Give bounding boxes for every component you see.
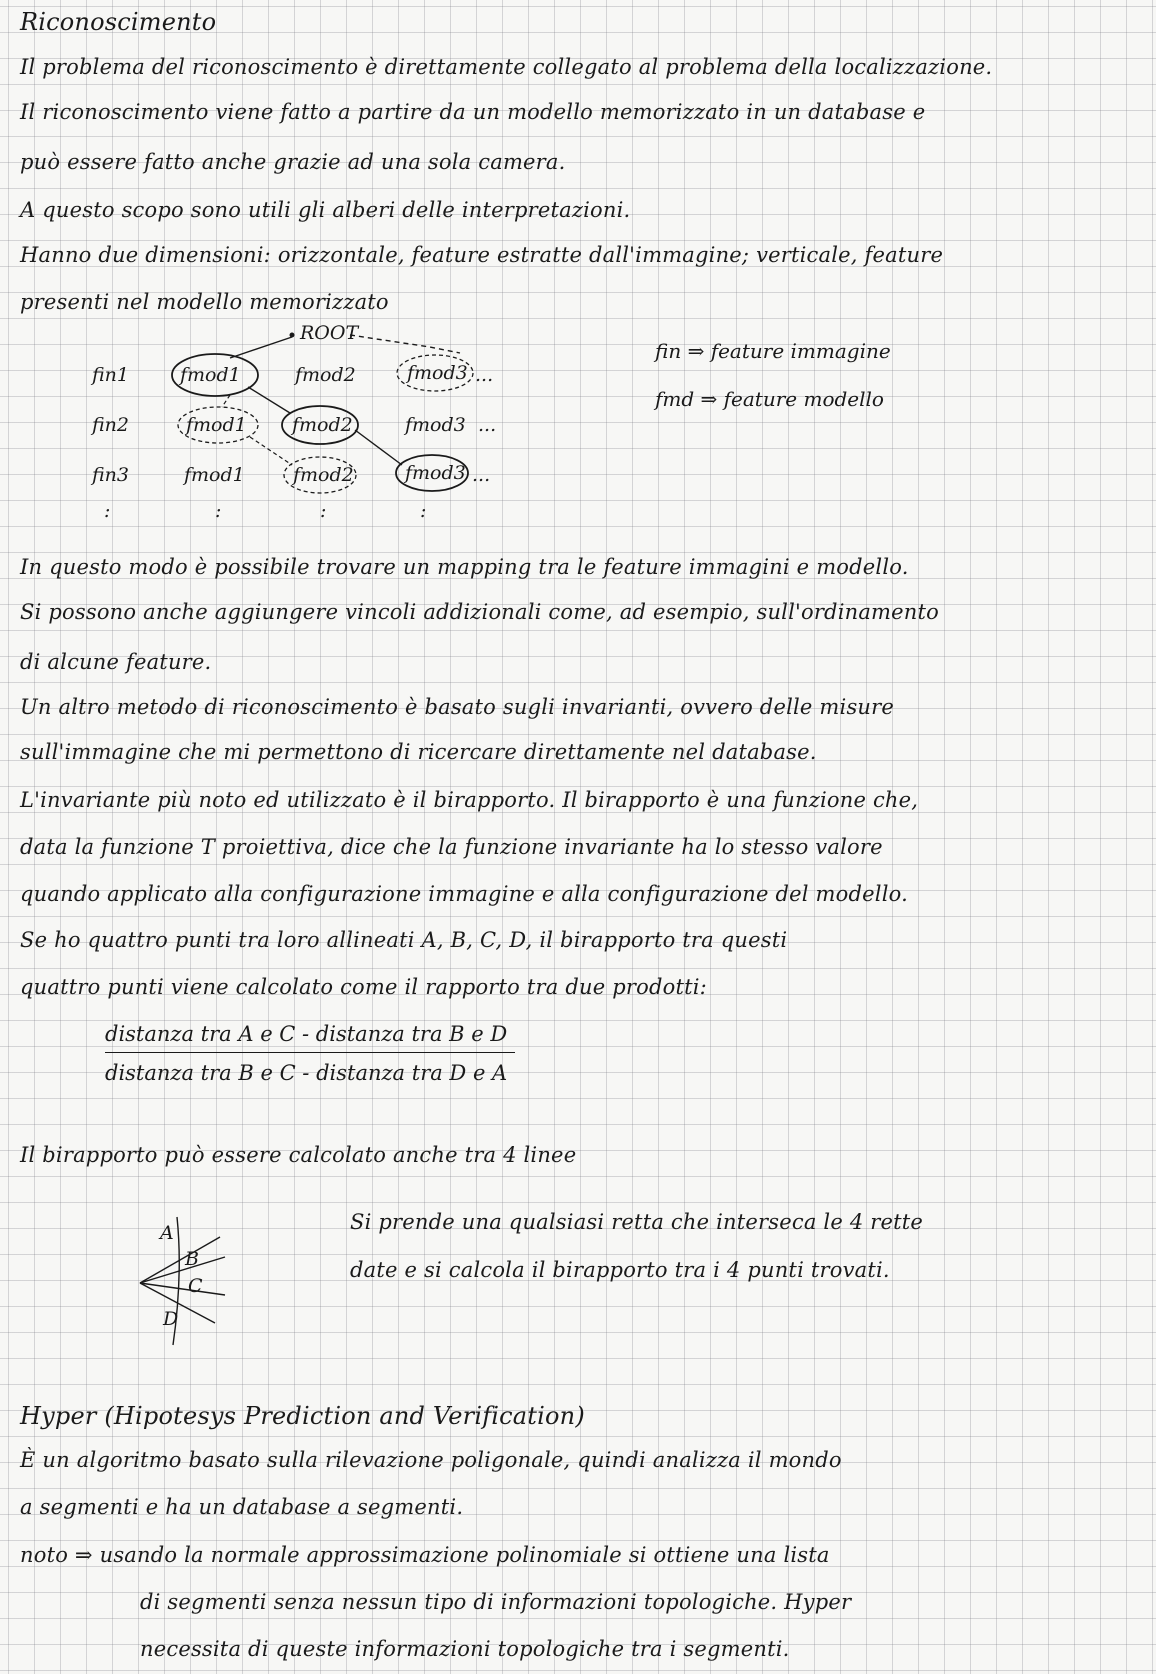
legend-fmd: fmd ⇒ feature modello (655, 387, 884, 411)
tree-edge (230, 337, 292, 358)
tree-edge (355, 430, 402, 465)
tree-dots: : (320, 500, 327, 522)
tree-node: fmod3 (407, 362, 468, 384)
tree-row-label: fin1 (92, 364, 129, 386)
lines-intro: Il birapporto può essere calcolato anche tra 4 linee (20, 1143, 577, 1167)
text-line: quando applicato alla configurazione immagine e alla configurazione del modello. (20, 882, 908, 906)
tree-row-label: fin2 (92, 414, 129, 436)
tree-node: ... (478, 414, 497, 436)
four-lines-figure (125, 1215, 235, 1359)
tree-node: fmod3 (405, 462, 466, 484)
cross-ratio-fraction (105, 1022, 515, 1085)
text-line: L'invariante più noto ed utilizzato è il birapporto. Il birapporto è una funzione che, (20, 788, 919, 812)
tree-edge-dashed (350, 335, 460, 353)
hyper-title: Hyper (Hipotesys Prediction and Verification) (20, 1402, 585, 1430)
text-line: Hanno due dimensioni: orizzontale, feature estratte dall'immagine; verticale, feature (20, 243, 944, 267)
pencil-line (140, 1283, 225, 1295)
tree-edge (248, 387, 290, 413)
text-line: presenti nel modello memorizzato (20, 290, 389, 314)
text-line: In questo modo è possibile trovare un mapping tra le feature immagini e modello. (20, 555, 909, 579)
text-line: A questo scopo sono utili gli alberi delle interpretazioni. (20, 198, 631, 222)
page-title: Riconoscimento (20, 8, 217, 36)
tree-node: fmod2 (292, 414, 353, 436)
tree-dots: : (215, 500, 222, 522)
text-line: Il riconoscimento viene fatto a partire da un modello memorizzato in un database e (20, 100, 926, 124)
tree-node: fmod3 (405, 414, 466, 436)
legend-fin: fin ⇒ feature immagine (655, 339, 891, 363)
point-label: B (185, 1248, 199, 1270)
pencil-line (140, 1257, 225, 1283)
tree-node: ... (472, 464, 491, 486)
text-line: noto ⇒ usando la normale approssimazione polinomiale si ottiene una lista (20, 1543, 830, 1567)
tree-root-label: ROOT (300, 322, 359, 344)
pencil-line (140, 1237, 220, 1283)
fraction-denominator: distanza tra B e C - distanza tra D e A (105, 1061, 508, 1085)
tree-dots: : (420, 500, 427, 522)
text-line: Il problema del riconoscimento è direttamente collegato al problema della localizzazione. (20, 55, 993, 79)
text-line: Si possono anche aggiungere vincoli addizionali come, ad esempio, sull'ordinamento (20, 600, 940, 624)
text-line: può essere fatto anche grazie ad una sola camera. (20, 150, 566, 174)
text-line: sull'immagine che mi permettono di ricercare direttamente nel database. (20, 740, 817, 764)
four-lines-drawing (125, 1215, 235, 1355)
root-dot (290, 333, 295, 338)
tree-dots: : (104, 500, 111, 522)
text-line: di segmenti senza nessun tipo di informazioni topologiche. Hyper (140, 1590, 852, 1614)
tree-row-label: fin3 (92, 464, 129, 486)
tree-node: fmod1 (180, 364, 241, 386)
text-line: Un altro metodo di riconoscimento è basato sugli invarianti, ovvero delle misure (20, 695, 895, 719)
point-label: C (188, 1275, 203, 1297)
fraction-numerator: distanza tra A e C - distanza tra B e D (105, 1022, 515, 1053)
text-line: a segmenti e ha un database a segmenti. (20, 1495, 464, 1519)
text-line: quattro punti viene calcolato come il rapporto tra due prodotti: (20, 975, 707, 999)
tree-edge-dashed (222, 395, 230, 407)
interpretation-tree-diagram (80, 315, 1100, 530)
text-line: Se ho quattro punti tra loro allineati A, B, C, D, il birapporto tra questi (20, 928, 788, 952)
tree-node: fmod2 (293, 464, 354, 486)
text-line: È un algoritmo basato sulla rilevazione poligonale, quindi analizza il mondo (20, 1448, 842, 1472)
point-label: D (163, 1308, 179, 1330)
tree-node: fmod1 (184, 464, 245, 486)
text-line: necessita di queste informazioni topologiche tra i segmenti. (140, 1637, 790, 1661)
tree-node: ... (475, 364, 494, 386)
point-label: A (160, 1222, 174, 1244)
tree-drawing (80, 315, 700, 530)
tree-edge-dashed (250, 437, 292, 465)
tree-node: fmod1 (186, 414, 247, 436)
tree-node: fmod2 (295, 364, 356, 386)
text-line: di alcune feature. (20, 650, 212, 674)
text-line: data la funzione T proiettiva, dice che la funzione invariante ha lo stesso valore (20, 835, 883, 859)
lines-desc: date e si calcola il birapporto tra i 4 punti trovati. (350, 1258, 890, 1282)
lines-desc: Si prende una qualsiasi retta che interseca le 4 rette (350, 1210, 924, 1234)
